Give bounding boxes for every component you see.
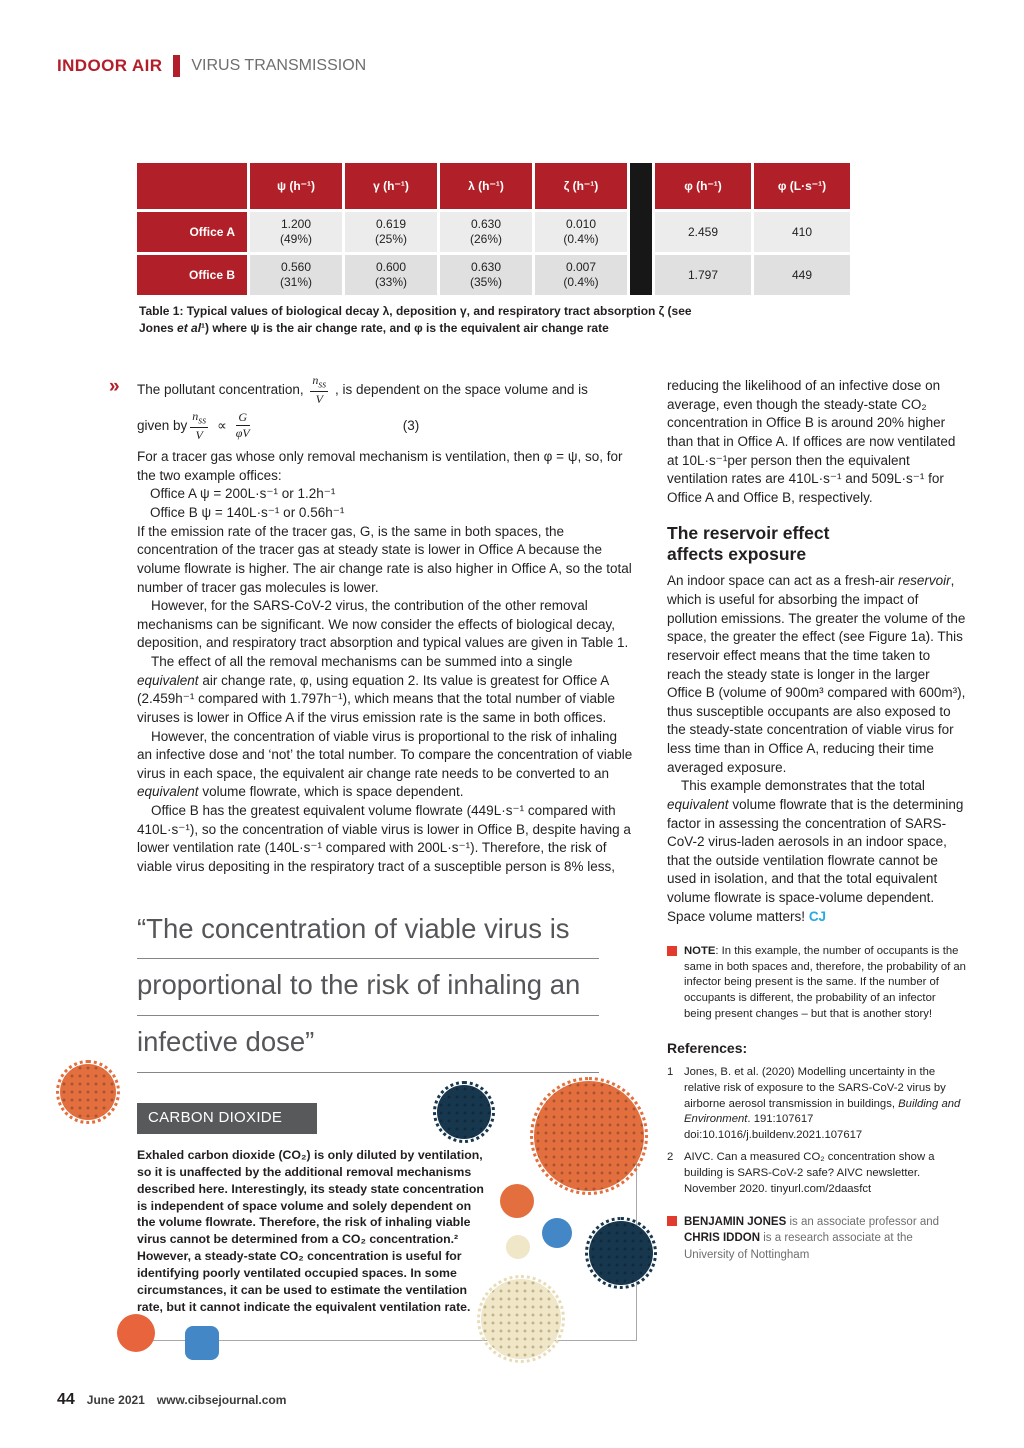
- note-text: NOTE: In this example, the number of occupants is the same in both spaces and, therefore, the probability of an infector being present is the same. If the number of occupants is different, the probability of an infector being present changes – but that is another story!: [684, 945, 966, 1020]
- fraction-denominator: φV: [235, 426, 250, 441]
- references-heading: References:: [667, 1040, 748, 1057]
- table-cell: 0.630 (35%): [440, 255, 532, 295]
- reference-number: 2: [667, 1151, 674, 1164]
- pull-quote-line: proportional to the risk of inhaling an: [137, 959, 599, 1016]
- red-square-bullet-icon: [667, 946, 677, 956]
- reference-text: AIVC. Can a measured CO₂ concentration show a building is SARS-CoV-2 safe? AIVC newsletter. November 2020. tinyurl.com/2daasfct: [684, 1151, 935, 1195]
- table-cell: 0.619 (25%): [345, 212, 437, 252]
- page-number: 44: [57, 1391, 75, 1408]
- author-bio: [667, 1214, 966, 1263]
- reference-number: 1: [667, 1066, 674, 1079]
- body-paragraph: Office B has the greatest equivalent volume flowrate (449L·s⁻¹ compared with 410L·s⁻¹), so the concentration of viable virus is lower in Office B, despite having a lower ventilation rate (140L·s⁻¹ compared with 200L·s⁻¹). Therefore, the risk of viable virus depositing in the respiratory tract of a susceptible person is 8% less,: [137, 803, 631, 874]
- article-topic: VIRUS TRANSMISSION: [191, 57, 367, 74]
- body-paragraph: The effect of all the removal mechanisms can be summed into a single equivalent air change rate, φ, using equation 2. Its value is greatest for Office A (2.459h⁻¹ compared with 1.797h⁻¹), which means that the total number of viable viruses is lower in Office A if the virus emission rate is the same in both offices.: [137, 654, 616, 725]
- table-cell: 1.200 (49%): [250, 212, 342, 252]
- table-cell: 0.600 (33%): [345, 255, 437, 295]
- table-header-empty: [137, 163, 247, 209]
- fraction-numerator: $n_{ss}$: [312, 373, 327, 391]
- orange-dot-bottom-left-icon: [117, 1314, 155, 1352]
- pull-quote: [137, 903, 599, 1074]
- equation-number: (3): [402, 417, 420, 433]
- table-header-phi-ls: φ (L·s⁻¹): [754, 163, 850, 209]
- body-paragraph: If the emission rate of the tracer gas, G, is the same in both spaces, the concentration of the tracer gas at steady state is lower in Office A because the volume flowrate is higher. The air change rate is also higher in Office A, so the total number of tracer gas molecules is lower.: [137, 523, 632, 595]
- table-1: [137, 163, 850, 295]
- table-black-separator: [630, 163, 652, 295]
- body-paragraph: An indoor space can act as a fresh-air reservoir, which is useful for absorbing the impact of pollution emissions. The greater the volume of the space, the greater the effect (see Figure 1a). This reservoir effect means that the time taken to reach the steady state is longer in the larger Office B (volume of 900m³ compared with 600m³), thus susceptible occupants are also exposed to the steady-state concentration of viable virus for less time than in Office A, reducing their time averaged exposure.: [667, 573, 966, 775]
- body-paragraph: However, the concentration of viable virus is proportional to the risk of inhaling an infective dose and ‘not’ the total number. To compare the concentration of viable virus in each space, the equivalent air change rate needs to be converted to an equivalent volume flowrate, which is space dependent.: [137, 728, 633, 800]
- body-text: This example demonstrates that the total equivalent volume flowrate that is the determining factor in assessing the concentration of SARS-CoV-2 virus-laden aerosols in an indoor space, that the outside ventilation flowrate cannot be used in isolation, and that the total equivalent volume flowrate is space-volume dependent. Space volume matters!: [667, 778, 964, 924]
- fraction-numerator: $n_{ss}$: [192, 408, 207, 426]
- lead-text-post: , is dependent on the space volume and is: [334, 381, 588, 397]
- equation-3: [137, 410, 634, 443]
- fraction-numerator: G: [236, 411, 250, 426]
- office-a-value-line: Office A ψ = 200L·s⁻¹ or 1.2h⁻¹: [150, 486, 336, 502]
- table-caption: Table 1: Typical values of biological decay λ, deposition γ, and respiratory tract absorption ζ (see Jones et al¹) where ψ is the air change rate, and φ is the equivalent air change rate: [139, 304, 692, 335]
- table-cell: 2.459: [655, 212, 751, 252]
- virus-ball-orange-small-top-icon: [60, 1064, 116, 1120]
- lead-text-pre: The pollutant concentration,: [137, 381, 304, 397]
- article-right-column: [667, 377, 966, 1263]
- fraction-nss-v: [190, 410, 208, 443]
- issue-date: June 2021: [86, 1393, 145, 1407]
- table-cell: 0.560 (31%): [250, 255, 342, 295]
- body-paragraph: [667, 777, 966, 926]
- lead-paragraph: [109, 373, 634, 442]
- fraction-g-phiv: [236, 411, 250, 440]
- masthead: [57, 55, 366, 77]
- proportional-symbol: ∝: [217, 417, 227, 433]
- table-header-gamma: γ (h⁻¹): [345, 163, 437, 209]
- office-b-value-line: Office B ψ = 140L·s⁻¹ or 0.56h⁻¹: [150, 505, 345, 521]
- table-cell: 449: [754, 255, 850, 295]
- fraction-denominator: V: [315, 392, 323, 407]
- masthead-divider-bar: [173, 55, 180, 77]
- fraction-nss-v: [310, 374, 328, 407]
- table-header-zeta: ζ (h⁻¹): [535, 163, 627, 209]
- connector-line-horizontal: [150, 1340, 637, 1341]
- pull-quote-line: “The concentration of viable virus is: [137, 903, 599, 960]
- table-row-label: Office B: [137, 255, 247, 295]
- table-cell: 0.630 (26%): [440, 212, 532, 252]
- table-cell: 1.797: [655, 255, 751, 295]
- pull-quote-line: infective dose”: [137, 1016, 599, 1073]
- equation-intro: given by: [137, 417, 188, 433]
- blue-rounded-square-icon: [185, 1326, 219, 1360]
- page-footer: [57, 1391, 286, 1409]
- body-paragraph: reducing the likelihood of an infective dose on average, even though the steady-state CO₂ concentration in Office B is around 20% higher than that in Office A. If offices are now ventilated at 10L·s⁻¹per person then the equivalent ventilation rates are 410L·s⁻¹ and 509L·s⁻¹ for Office A and Office B, respectively.: [667, 378, 956, 505]
- carbon-dioxide-heading: CARBON DIOXIDE: [137, 1103, 317, 1134]
- table-row-label: Office A: [137, 212, 247, 252]
- subheading-reservoir-effect: The reservoir effect affects exposure: [667, 523, 830, 565]
- section-brand: INDOOR AIR: [57, 56, 163, 75]
- author-bio-text: BENJAMIN JONES is an associate professor and CHRIS IDDON is a research associate at the University of Nottingham: [684, 1216, 940, 1261]
- body-paragraph: For a tracer gas whose only removal mechanism is ventilation, then φ = ψ, so, for the two example offices:: [137, 449, 623, 483]
- article-left-column: [109, 373, 634, 1315]
- paragraph-marker-icon: »: [109, 376, 120, 397]
- end-of-article-mark: CJ: [808, 908, 827, 924]
- fraction-denominator: V: [195, 427, 203, 442]
- reference-text: Jones, B. et al. (2020) Modelling uncertainty in the relative risk of exposure to the SARS-CoV-2 virus by airborne aerosol transmission in buildings, Building and Environment. 191:107617 doi:10.1016/j.buildenv.2021.107617: [684, 1066, 961, 1141]
- connector-line-vertical: [636, 1140, 637, 1341]
- table-cell: 0.007 (0.4%): [535, 255, 627, 295]
- red-square-bullet-icon: [667, 1216, 677, 1226]
- table-cell: 0.010 (0.4%): [535, 212, 627, 252]
- reference-item: [667, 1065, 966, 1143]
- note-box: [667, 944, 966, 1022]
- reference-item: [667, 1150, 966, 1197]
- website-url: www.cibsejournal.com: [156, 1393, 287, 1407]
- body-paragraph: However, for the SARS-CoV-2 virus, the contribution of the other removal mechanisms can be significant. We now consider the effects of biological decay, deposition, and respiratory tract absorption and typical values are given in Table 1.: [137, 598, 629, 651]
- table-cell: 410: [754, 212, 850, 252]
- table-header-lambda: λ (h⁻¹): [440, 163, 532, 209]
- table-header-psi: ψ (h⁻¹): [250, 163, 342, 209]
- table-header-phi-h: φ (h⁻¹): [655, 163, 751, 209]
- carbon-dioxide-body: Exhaled carbon dioxide (CO₂) is only diluted by ventilation, so it is unaffected by the additional removal mechanisms described here. Interestingly, its steady state concentration is independent of space volume and solely dependent on the volume flowrate. Therefore, the risk of inhaling viable virus cannot be determined from a CO₂ concentration.² However, a steady-state CO₂ concentration is useful for identifying poorly ventilated occupied spaces. In some circumstances, it can be used to estimate the ventilation rate, but it cannot indicate the equivalent ventilation rate.: [137, 1148, 484, 1314]
